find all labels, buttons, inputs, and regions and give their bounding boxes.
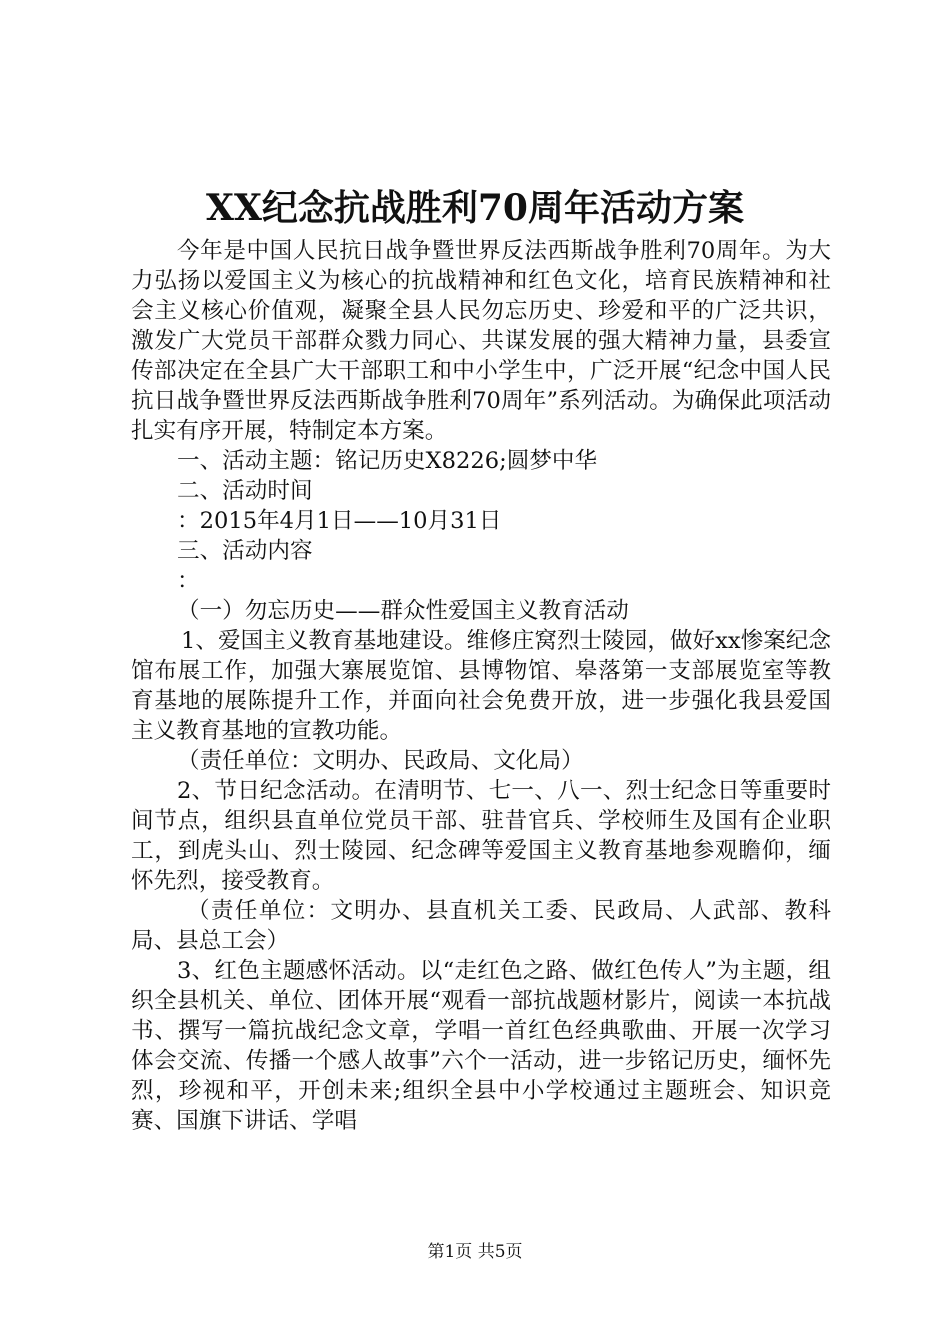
- item-1-responsibility: （责任单位：文明办、民政局、文化局）: [177, 748, 584, 774]
- item-2-paragraph: 2、节日纪念活动。在清明节、七一、八一、烈士纪念日等重要时间节点，组织县直单位党员干部、驻昔官兵、学校师生及国有企业职工，到虎头山、烈士陵园、纪念碑等爱国主义教育基地参观瞻仰，缅怀先烈，接受教育。: [131, 778, 831, 894]
- section-time-heading: 二、活动时间: [177, 478, 313, 504]
- section-time-value: ：2015年4月1日——10月31日: [177, 508, 502, 534]
- subsection-heading: （一）勿忘历史——群众性爱国主义教育活动: [177, 598, 629, 624]
- page-number-footer: 第1页 共5页: [427, 1242, 523, 1262]
- intro-paragraph: 今年是中国人民抗日战争暨世界反法西斯战争胜利70周年。为大力弘扬以爱国主义为核心的抗战精神和红色文化，培育民族精神和社会主义核心价值观，凝聚全县人民勿忘历史、珍爱和平的广泛共识，激发广大党员干部群众戮力同心、共谋发展的强大精神力量，县委宣传部决定在全县广大干部职工和中小学生中，广泛开展“纪念中国人民抗日战争暨世界反法西斯战争胜利70周年”系列活动。为确保此项活动扎实有序开展，特制定本方案。: [131, 238, 831, 444]
- item-2-responsibility: （责任单位：文明办、县直机关工委、民政局、人武部、教科局、县总工会）: [131, 898, 831, 954]
- section-content-heading: 三、活动内容: [177, 538, 313, 564]
- item-3-paragraph: 3、红色主题感怀活动。以“走红色之路、做红色传人”为主题，组织全县机关、单位、团体开展“观看一部抗战题材影片，阅读一本抗战书、撰写一篇抗战纪念文章，学唱一首红色经典歌曲、开展一次学习体会交流、传播一个感人故事”六个一活动，进一步铭记历史，缅怀先烈，珍视和平，开创未来;组织全县中小学校通过主题班会、知识竞赛、国旗下讲话、学唱: [131, 958, 831, 1134]
- section-theme: 一、活动主题：铭记历史X8226;圆梦中华: [177, 448, 598, 474]
- document-title: XX纪念抗战胜利70周年活动方案: [206, 187, 744, 229]
- section-content-colon: ：: [177, 568, 200, 594]
- document-body: [131, 236, 831, 1136]
- item-1-paragraph: 1、爱国主义教育基地建设。维修庄窝烈士陵园，做好xx惨案纪念馆布展工作，加强大寨展览馆、县博物馆、皋落第一支部展览室等教育基地的展陈提升工作，并面向社会免费开放，进一步强化我县爱国主义教育基地的宣教功能。: [131, 628, 831, 744]
